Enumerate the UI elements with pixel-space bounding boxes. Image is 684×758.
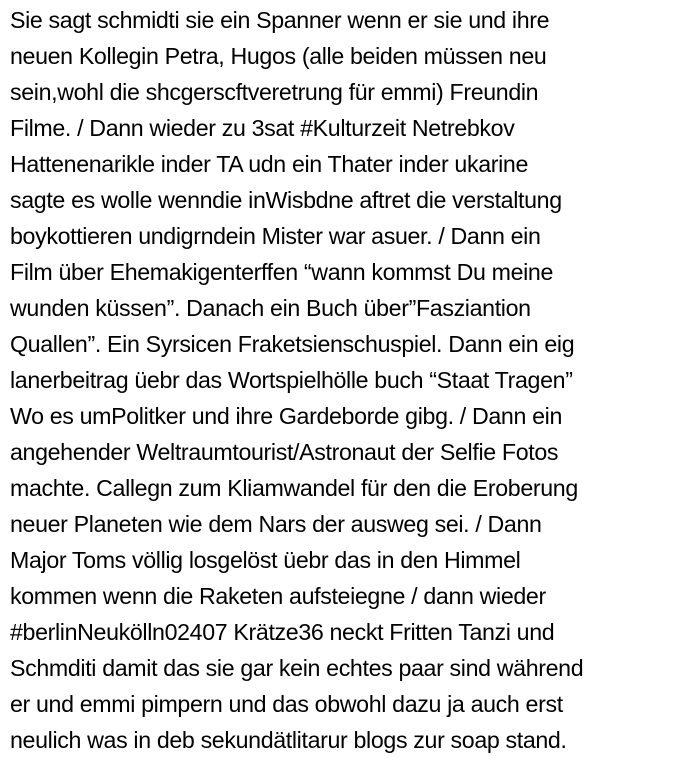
text-line: Major Toms völlig losgelöst üebr das in den Himmel [10,547,521,573]
text-line: #berlinNeukölln02407 Krätze36 neckt Fritten Tanzi und [10,619,555,645]
text-line: kommen wenn die Raketen aufsteiegne / dann wieder [10,583,546,609]
text-line: wunden küssen”. Danach ein Buch über”Fasziantion [10,295,531,321]
text-line: Wo es umPolitker und ihre Gardeborde gibg. / Dann ein [10,403,563,429]
text-line: machte. Callegn zum Kliamwandel für den die Eroberung [10,475,578,501]
text-line: Filme. / Dann wieder zu 3sat #Kulturzeit Netrebkov [10,115,515,141]
text-line: Film über Ehemakigenterffen “wann kommst Du meine [10,259,554,285]
text-line: Quallen”. Ein Syrsicen Fraketsienschuspiel. Dann ein eig [10,331,575,357]
text-line: angehender Weltraumtourist/Astronaut der Selfie Fotos [10,439,559,465]
text-line: neuer Planeten wie dem Nars der ausweg sei. / Dann [10,511,542,537]
text-line: Schmditi damit das sie gar kein echtes paar sind während [10,655,584,681]
text-line: neuen Kollegin Petra, Hugos (alle beiden müssen neu [10,43,547,69]
text-line: Hattenenarikle inder TA udn ein Thater inder ukarine [10,151,529,177]
text-line: boykottieren undigrndein Mister war asuer. / Dann ein [10,223,541,249]
text-line: er und emmi pimpern und das obwohl dazu ja auch erst [10,691,563,717]
text-line: lanerbeitrag üebr das Wortspielhölle buch “Staat Tragen” [10,367,573,393]
text-line: sagte es wolle wenndie inWisbdne aftret die verstaltung [10,187,562,213]
text-line: sein,wohl die shcgerscftveretrung für emmi) Freundin [10,79,539,105]
document-text [10,2,680,758]
text-line: neulich was in deb sekundätlitarur blogs zur soap stand. [10,727,567,753]
text-line: Sie sagt schmidti sie ein Spanner wenn er sie und ihre [10,7,550,33]
